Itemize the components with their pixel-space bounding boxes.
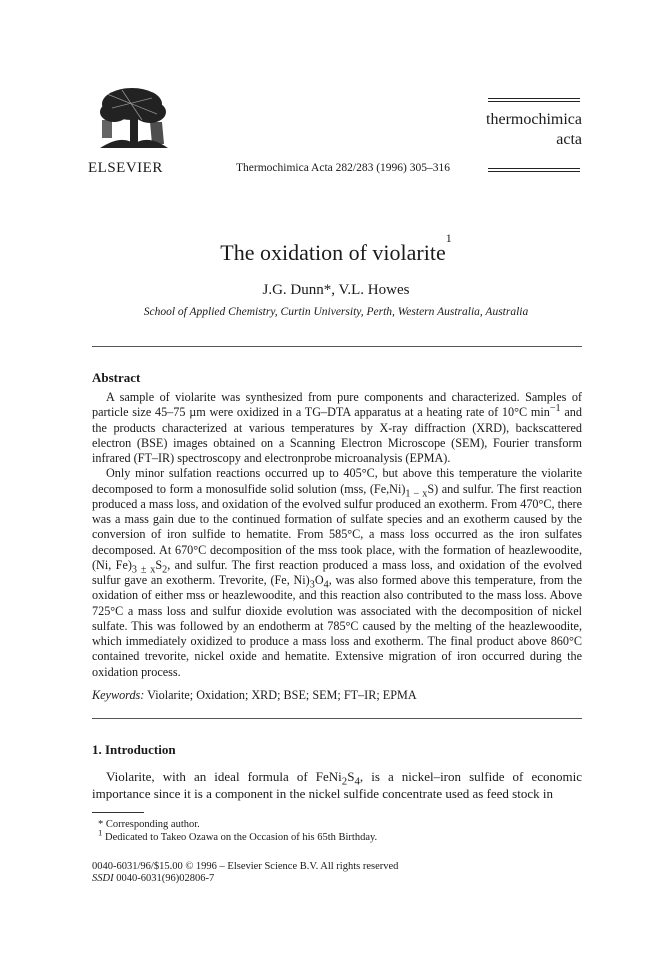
- journal-name-line1: thermochimica: [486, 111, 582, 128]
- title-footnote-mark: 1: [445, 231, 452, 245]
- divider-bottom: [92, 718, 582, 719]
- copyright-line: 0040-6031/96/$15.00 © 1996 – Elsevier Science B.V. All rights reserved: [92, 861, 399, 872]
- abstract-p2-text-b: S) and sulfur. The first reaction produced a mass loss, and oxidation of the evolved sulfur produced an exotherm. From 470°C, there was a mass gain due to the continued formation of sulfate species and an exotherm caused by the conversion of iron sulfide to hematite. From 585°C, a mass loss occurred as the iron sulfates decomposed. At 670°C decomposition of the mss took place, with the formation of heazlewoodite, (Ni, Fe): [92, 481, 582, 572]
- abstract-body: [92, 390, 582, 680]
- journal-name-line2: acta: [556, 131, 582, 148]
- footnote-rule: [92, 812, 144, 813]
- divider-top: [92, 346, 582, 347]
- title-text: The oxidation of violarite: [220, 240, 446, 265]
- introduction-paragraph: [92, 768, 582, 802]
- abstract-p2-sub-a: 1 − x: [405, 487, 428, 499]
- article-authors: J.G. Dunn*, V.L. Howes: [262, 282, 410, 298]
- publisher-name: ELSEVIER: [88, 160, 163, 176]
- intro-text-a: Violarite, with an ideal formula of FeNi: [106, 769, 342, 784]
- intro-text-c: , is a nickel–iron sulfide of economic importance since it is a component in the nickel sulfide concentrate used as feed stock in: [92, 769, 582, 801]
- footnote-corresponding: * Corresponding author.: [98, 819, 200, 830]
- abstract-p1-sup: −1: [549, 403, 561, 415]
- abstract-p2-text-e: O: [314, 573, 324, 587]
- journal-rule-bottom: [488, 168, 580, 169]
- ssdi-line: [92, 873, 214, 884]
- journal-rule-top: [488, 98, 580, 99]
- section-heading-introduction: 1. Introduction: [92, 742, 176, 757]
- journal-name: [486, 110, 582, 150]
- abstract-paragraph-2: [92, 466, 582, 680]
- ssdi-label: SSDI: [92, 873, 114, 884]
- elsevier-tree-logo: [92, 86, 174, 154]
- abstract-p1-text-b: and the products characterized at various temperatures by X-ray diffraction (XRD), backscattered electron (BSE) images obtained on a Scanning Electron Microscope (SEM), Fourier transform infrared (FT–IR) spectroscopy and electronprobe microanalysis (EPMA).: [92, 405, 582, 465]
- abstract-p2-sub-e: 4: [323, 579, 329, 591]
- footnote-dedication-text: Dedicated to Takeo Ozawa on the Occasion of his 65th Birthday.: [102, 832, 378, 843]
- abstract-p2-sub-d: 3: [309, 579, 315, 591]
- intro-sub-b: 4: [354, 775, 360, 788]
- journal-rule-bottom-2: [488, 171, 580, 172]
- footnote-dedication: [92, 827, 582, 844]
- journal-rule-top-2: [488, 101, 580, 102]
- abstract-p2-text-c: S: [155, 557, 163, 572]
- abstract-p2-text-d: , and sulfur. The first reaction produced a mass loss, and oxidation of the evolved sulfur gave an exotherm. Trevorite, (Fe, Ni): [92, 557, 582, 587]
- abstract-p2-sub-b: 3 ± x: [131, 564, 156, 576]
- keywords-value: Violarite; Oxidation; XRD; BSE; SEM; FT–IR; EPMA: [144, 688, 417, 702]
- abstract-p2-sub-c: 2: [162, 564, 168, 576]
- journal-citation: Thermochimica Acta 282/283 (1996) 305–316: [236, 162, 450, 174]
- footnotes: [92, 818, 582, 844]
- footnote-dedication-mark: 1: [98, 827, 103, 838]
- article-title: [0, 231, 672, 266]
- keywords: [92, 688, 582, 703]
- abstract-paragraph-1: [92, 390, 582, 466]
- author-affiliation: School of Applied Chemistry, Curtin University, Perth, Western Australia, Australia: [143, 306, 529, 318]
- intro-sub-a: 2: [341, 775, 348, 788]
- abstract-p2-text-a: Only minor sulfation reactions occurred up to 405°C, but above this temperature the violarite decomposed to form a monosulfide solid solution (mss, (Fe,Ni): [92, 466, 582, 496]
- keywords-label: Keywords:: [92, 688, 145, 702]
- ssdi-value: 0040-6031(96)02806-7: [113, 873, 215, 884]
- abstract-p1-text-a: A sample of violarite was synthesized from pure components and characterized. Samples of particle size 45–75 µm were oxidized in a TG–DTA apparatus at a heating rate of 10°C min: [92, 390, 582, 420]
- intro-text-b: S: [347, 769, 355, 784]
- abstract-heading: Abstract: [92, 370, 141, 385]
- abstract-p2-text-f: , was also formed above this temperature, from the oxidation of either mss or heazlewoodite, and this reaction also contributed to the mass loss. Above 725°C a mass loss and sulfur dioxide evolution was associated with the decomposition of nickel sulfate. This was followed by an endotherm at 785°C caused by the melting of the heazlewoodite, which immediately oxidized to produce a mass loss and exotherm. The final product above 860°C contained trevorite, nickel oxide and hematite. Extensive migration of iron occurred during the oxidation process.: [92, 573, 583, 679]
